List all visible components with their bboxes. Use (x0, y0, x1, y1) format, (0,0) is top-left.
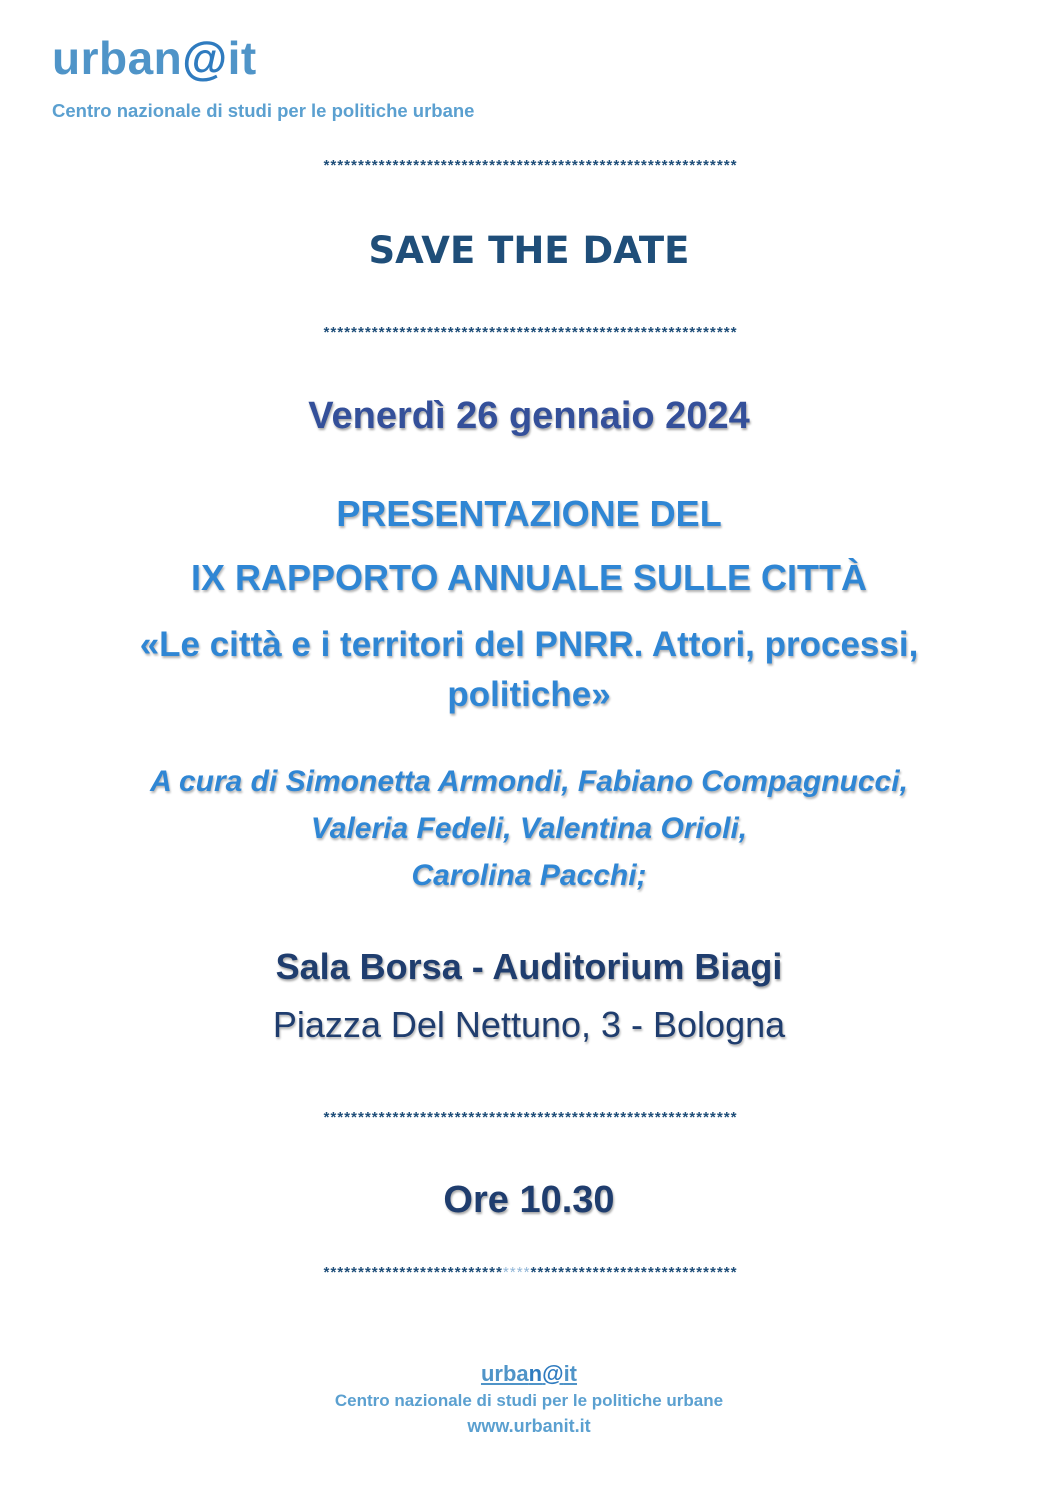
separator-stars: ************************************************************ (321, 1111, 737, 1128)
editors-block (0, 758, 1058, 899)
event-time: Ore 10.30 (443, 1179, 615, 1221)
report-title-line-1: «Le città e i territori del PNRR. Attori, processi, (139, 625, 919, 664)
event-date: Venerdì 26 gennaio 2024 (308, 395, 750, 437)
separator-stars-mixed (0, 1265, 1058, 1285)
urbanit-logo (52, 30, 257, 86)
editors-line-2: Valeria Fedeli, Valentina Orioli, (310, 812, 748, 845)
footer-tagline: Centro nazionale di studi per le politiche urbane (334, 1391, 724, 1410)
separator-stars: ************************************************************ (321, 159, 737, 176)
footer-logo-prefix: urba (480, 1361, 529, 1386)
footer-logo-at: @ (542, 1361, 564, 1386)
presentation-line-1: PRESENTAZIONE DEL (336, 493, 722, 534)
footer-website-link[interactable]: www.urbanit.it (467, 1416, 591, 1436)
stars-mid: **** (501, 1266, 529, 1283)
venue-address: Piazza Del Nettuno, 3 - Bologna (272, 1004, 786, 1045)
logo-prefix: urban (52, 32, 183, 84)
stars-left: ************************** (321, 1266, 502, 1283)
venue-name: Sala Borsa - Auditorium Biagi (275, 946, 783, 987)
save-the-date-heading: SAVE THE DATE (368, 229, 690, 272)
editors-line-3: Carolina Pacchi; (411, 859, 647, 892)
separator-stars: ************************************************************ (321, 326, 737, 343)
footer-logo-suffix: it (563, 1361, 578, 1386)
header-tagline: Centro nazionale di studi per le politiche urbane (52, 100, 475, 121)
report-title (0, 620, 1058, 720)
logo-suffix: it (227, 32, 257, 84)
stars-right: ****************************** (529, 1266, 737, 1283)
footer-logo-mid: n (528, 1361, 543, 1386)
logo-at: @ (182, 32, 228, 84)
footer-logo-link[interactable] (0, 1360, 1058, 1388)
editors-line-1: A cura di Simonetta Armondi, Fabiano Compagnucci, (150, 765, 908, 798)
presentation-line-2: IX RAPPORTO ANNUALE SULLE CITTÀ (190, 557, 868, 598)
report-title-line-2: politiche» (447, 675, 611, 714)
